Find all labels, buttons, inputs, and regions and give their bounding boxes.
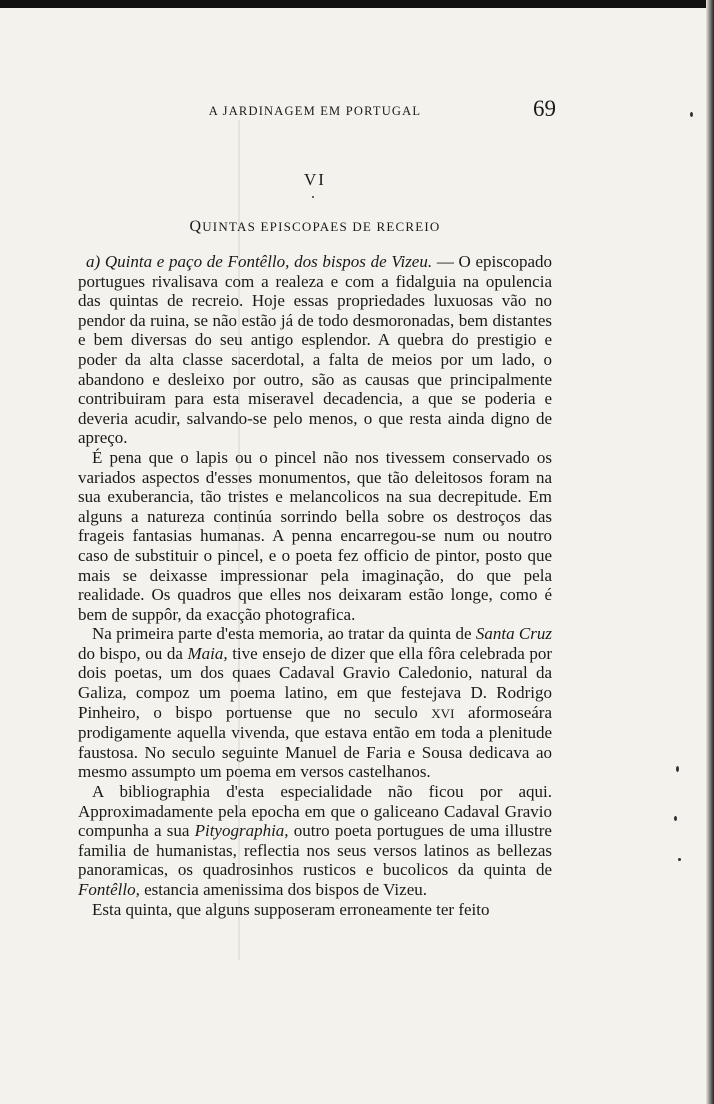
paragraph-2-text: É pena que o lapis ou o pincel não nos tivessem conservado os variados aspectos d'esses monumentos, que tão deleitosos foram na sua exuberancia, tão tristes e melancolicos na sua decrepitude. Em alguns a natureza continúa sorrindo bella sobre os destroços das frageis fantasias humanas. A penna encarregou-se num ou noutro caso de substituir o pincel, e o poeta fez officio de pintor, posto que mais se deixasse impressionar pela imaginação, do que pela realidade. Os quadros que elles nos deixaram estão longe, como é bem de suppôr, da exacção photografica. — [78, 447, 552, 624]
chapter-number: VI — [304, 170, 326, 189]
paragraph-2 — [78, 448, 552, 624]
ink-speck — [678, 858, 681, 861]
italic-maia: Maia, — [187, 643, 228, 663]
chapter-title-initial: Q — [189, 218, 203, 235]
paragraph-4-text-b: outro poeta portugues de uma illustre familia de humanistas, reflectia nos seus versos latinos as bellezas panoramicas, os quadrosinhos rusticos e bucolicos da quinta de — [78, 821, 552, 880]
italic-pityographia: Pityographia, — [194, 821, 289, 841]
paragraph-3-text-d: aformoseára prodigamente aquella vivenda, que estava então em toda a plenitude faustosa. No seculo seguinte Manuel de Faria e Sousa dedicava ao mesmo assumpto um poema em versos castelhanos. — [78, 702, 552, 782]
paragraph-1 — [78, 252, 552, 448]
scan-right-edge — [706, 0, 714, 1104]
page-number: 69 — [533, 96, 556, 121]
paragraph-4 — [78, 782, 552, 900]
paragraph-4-text-a: A bibliographia d'esta especialidade não ficou por aqui. Approximadamente pela epocha em que o galiceano Cadaval Gravio compunha a sua — [78, 782, 552, 841]
paragraph-3-text-c: tive ensejo de dizer que ella fôra celebrada por dois poetas, um dos quaes Cadaval Gravio Caledonio, natural da Galiza, compoz um poema latino, em que festejava D. Rodrigo Pinheiro, o bispo portuense que no seculo — [78, 643, 552, 722]
running-head — [78, 96, 556, 126]
century-numeral: XVI — [431, 705, 455, 721]
ink-speck — [674, 816, 677, 821]
paragraph-4-text-c: estancia amenissima dos bispos de Vizeu. — [139, 880, 427, 899]
paragraph-1-text: O episcopado portugues rivalisava com a realeza e com a fidalguia na opulencia das quintas de recreio. Hoje essas propriedades luxuosas vão no pendor da ruina, se não estão já de todo desmoronadas, bem distantes e bem diversas do seu antigo esplendor. A quebra do prestigio e poder da alta classe sacerdotal, a falta de meios por um lado, o abandono e desleixo por outro, são as causas que principalmente contribuiram para esta miseravel decadencia, a que se poderia e deveria acudir, salvando-se pelo menos, o que resta ainda digno de apreço. — [78, 252, 552, 448]
chapter-title-rest: UINTAS EPISCOPAES DE RECREIO — [202, 219, 441, 234]
body-text — [78, 252, 552, 919]
book-page — [78, 96, 556, 919]
paragraph-5-text: Esta quinta, que alguns supposeram erroneamente ter feito — [92, 899, 490, 919]
heading-dash: — — [432, 252, 459, 271]
section-label: a) — [86, 252, 105, 271]
section-heading: Quinta e paço de Fontêllo, dos bispos de Vizeu. — [104, 252, 433, 271]
italic-fontello: Fontêllo, — [78, 880, 140, 899]
running-title: A JARDINAGEM EM PORTUGAL — [208, 104, 422, 118]
ink-speck — [690, 112, 693, 117]
paragraph-5 — [78, 900, 552, 920]
paragraph-3-text-b: do bispo, ou da — [78, 643, 188, 663]
paragraph-3-text-a: Na primeira parte d'esta memoria, ao tratar da quinta de — [92, 624, 476, 644]
scan-top-edge — [0, 0, 714, 8]
chapter-title — [78, 218, 552, 236]
paragraph-3 — [78, 624, 552, 782]
italic-santa-cruz: Santa Cruz — [475, 624, 553, 644]
ink-speck — [676, 766, 679, 772]
